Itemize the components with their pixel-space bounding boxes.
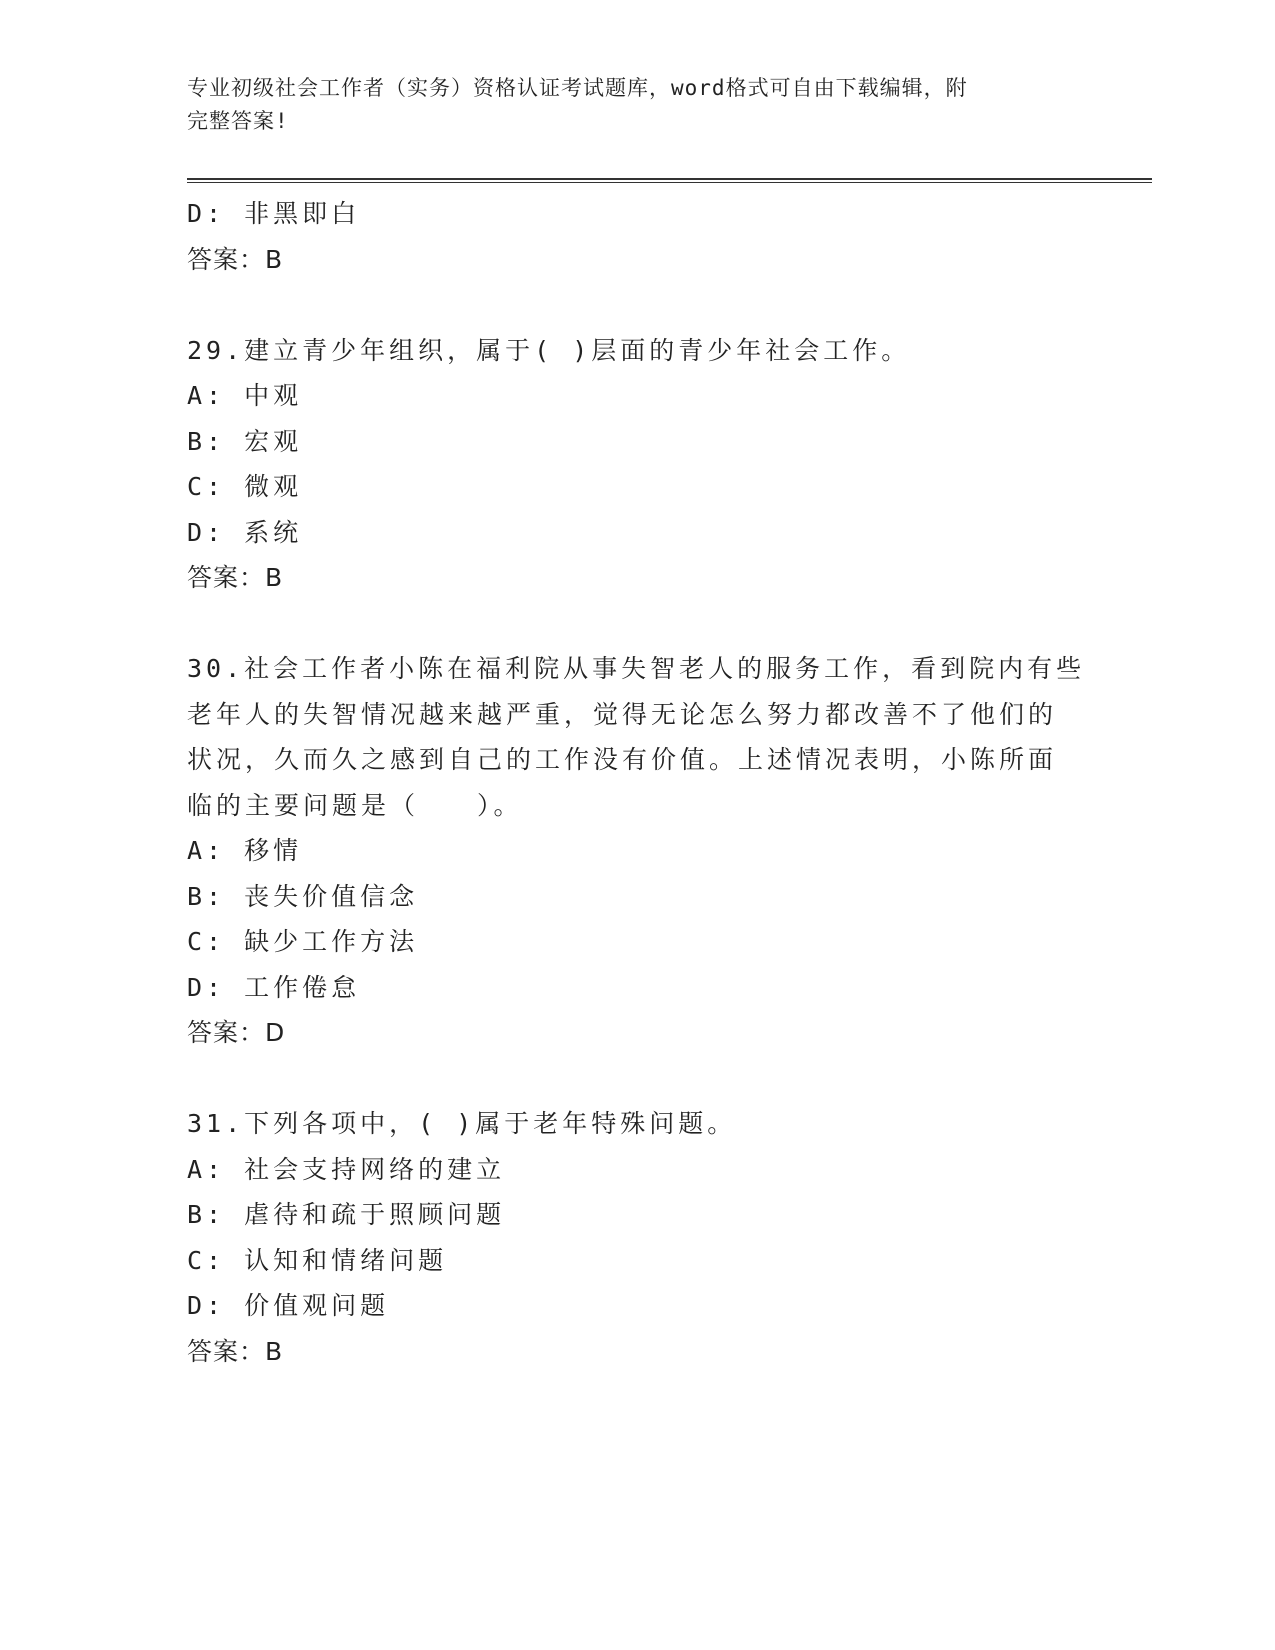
spacer <box>187 601 1087 647</box>
answer-line: 答案：B <box>187 1336 284 1366</box>
answer-line: 答案：B <box>187 563 284 592</box>
option-d: D: 非黑即白 <box>187 199 361 228</box>
page-header <box>187 72 1067 138</box>
question-28-tail <box>187 191 1087 282</box>
document-body <box>187 191 1087 1374</box>
question-stem-line-4: 临的主要问题是（ ）。 <box>187 790 523 820</box>
option-b: B: 丧失价值信念 <box>187 881 419 911</box>
question-stem-line-2: 老年人的失智情况越来越严重，觉得无论怎么努力都改善不了他们的 <box>187 699 1058 729</box>
header-divider <box>187 178 1152 183</box>
option-d: D: 系统 <box>187 517 303 547</box>
option-d: D: 工作倦怠 <box>187 972 361 1002</box>
question-31 <box>187 1101 1087 1374</box>
option-c: C: 认知和情绪问题 <box>187 1245 448 1275</box>
question-stem-line-3: 状况，久而久之感到自己的工作没有价值。上述情况表明，小陈所面 <box>187 745 1058 774</box>
answer-line: 答案：D <box>187 1018 286 1047</box>
header-line-1: 专业初级社会工作者（实务）资格认证考试题库，word格式可自由下载编辑，附 <box>187 76 968 100</box>
question-stem-line-1: 30.社会工作者小陈在福利院从事失智老人的服务工作，看到院内有些 <box>187 654 1086 683</box>
option-c: C: 缺少工作方法 <box>187 927 419 956</box>
spacer <box>187 1056 1087 1102</box>
option-a: A: 中观 <box>187 381 303 410</box>
option-b: B: 虐待和疏于照顾问题 <box>187 1200 506 1229</box>
option-a: A: 社会支持网络的建立 <box>187 1154 506 1184</box>
spacer <box>187 282 1087 328</box>
option-a: A: 移情 <box>187 836 303 865</box>
option-d: D: 价值观问题 <box>187 1291 390 1320</box>
question-30 <box>187 646 1087 1056</box>
question-stem: 31.下列各项中，( )属于老年特殊问题。 <box>187 1109 737 1138</box>
question-stem: 29.建立青少年组织，属于( )层面的青少年社会工作。 <box>187 335 911 365</box>
header-line-2: 完整答案! <box>187 109 289 133</box>
option-c: C: 微观 <box>187 472 303 501</box>
answer-line: 答案：B <box>187 244 284 274</box>
question-29 <box>187 328 1087 601</box>
option-b: B: 宏观 <box>187 426 303 456</box>
